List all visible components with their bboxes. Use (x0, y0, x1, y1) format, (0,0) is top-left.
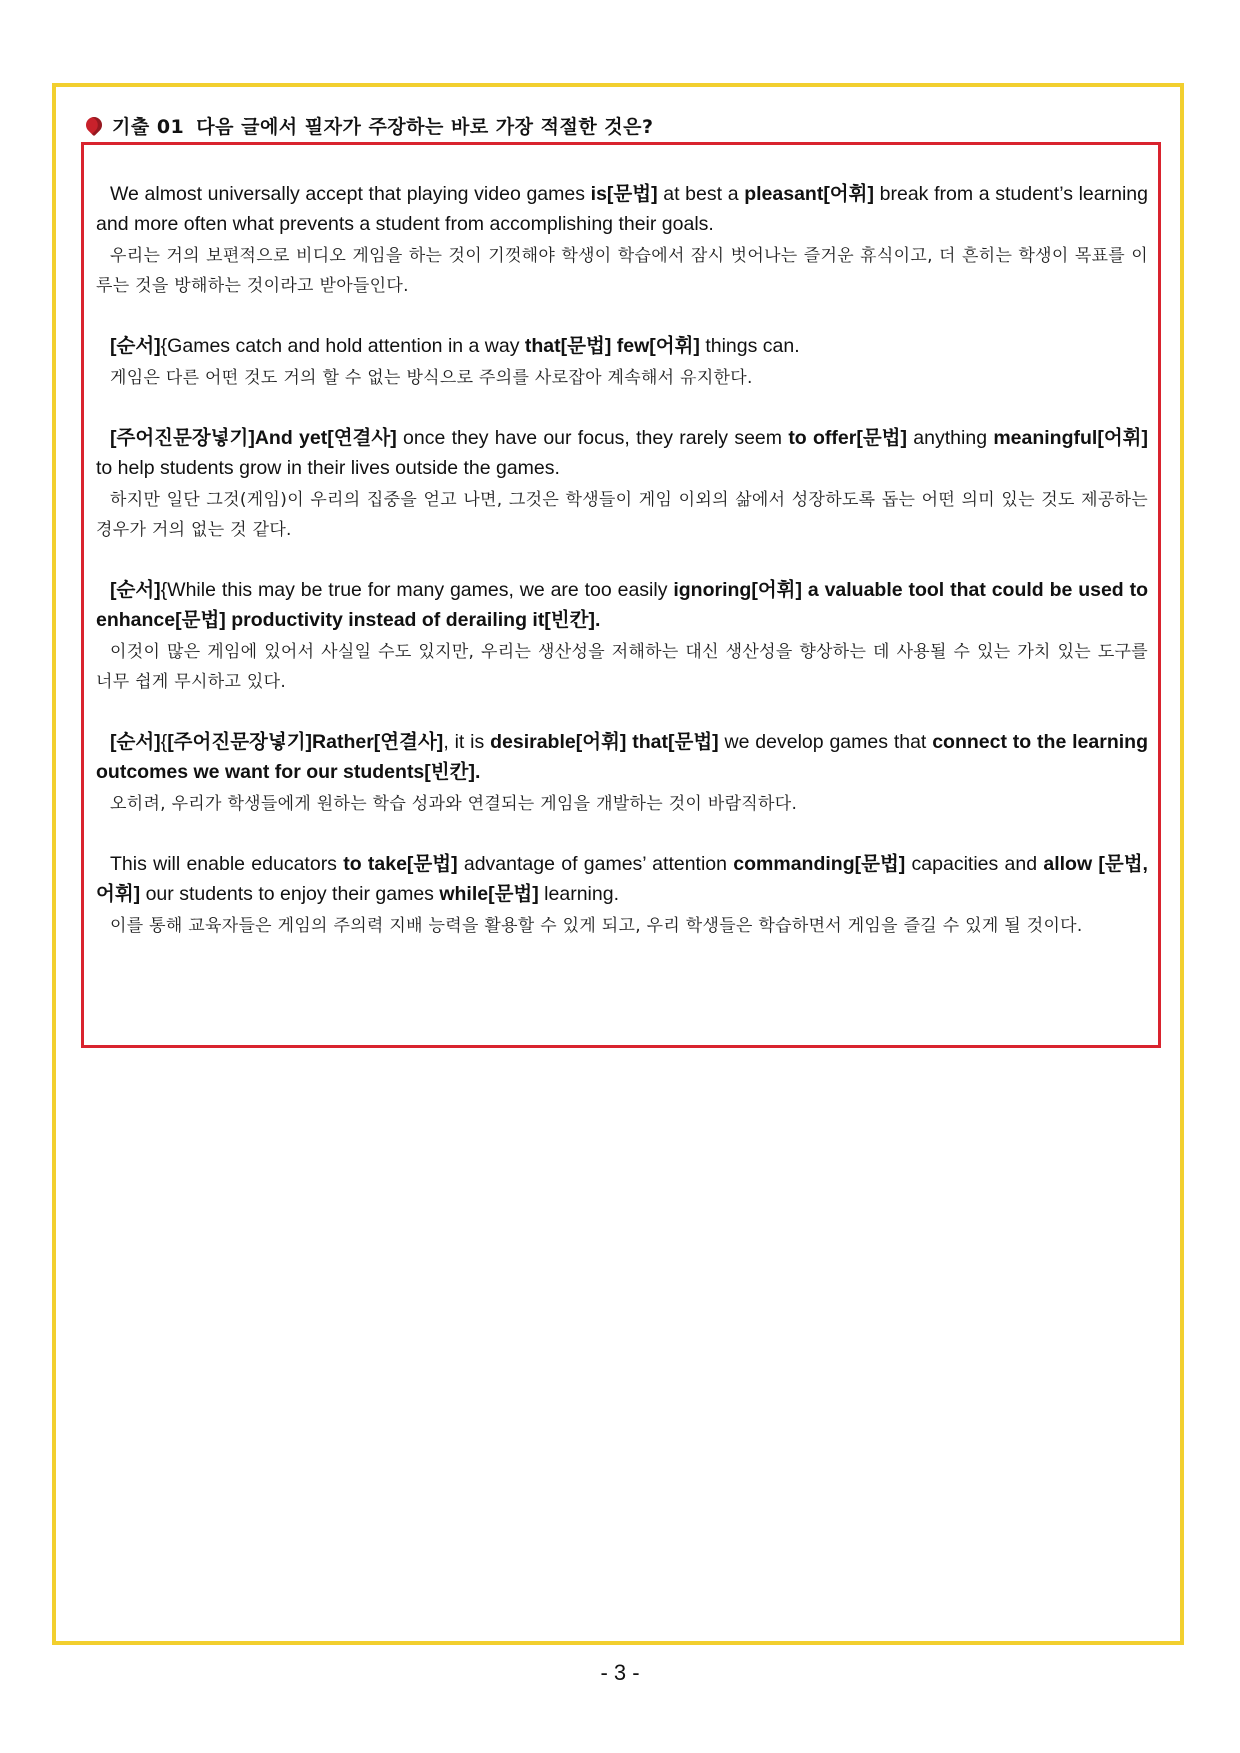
sentence-text: our students to enjoy their games (140, 883, 440, 905)
question-text: 다음 글에서 필자가 주장하는 바로 가장 적절한 것은? (196, 115, 654, 138)
annotated-phrase: ignoring[어휘] a valuable tool that could be used to enhance[문법] productivity instead of derailing it[빈칸]. (96, 579, 1148, 631)
korean-translation: 하지만 일단 그것(게임)이 우리의 집중을 얻고 나면, 그것은 학생들이 게임 이외의 삶에서 성장하도록 돕는 어떤 의미 있는 것도 제공하는 경우가 거의 없는 것 같다. (96, 490, 1148, 540)
strawberry-bullet-icon (83, 114, 106, 137)
paragraph-1 (96, 179, 1148, 301)
sentence-text: learning. (538, 883, 619, 905)
sentence-text: break from a student’s learning and more often what prevents a student from accomplishing their goals. (96, 183, 1148, 235)
korean-translation: 우리는 거의 보편적으로 비디오 게임을 하는 것이 기껏해야 학생이 학습에서 잠시 벗어나는 즐거운 휴식이고, 더 흔히는 학생이 목표를 이루는 것을 방해하는 것이라고 받아들인다. (96, 246, 1148, 296)
english-sentence (96, 423, 1148, 483)
sentence-text: This will enable educators (110, 853, 344, 875)
question-label: 기출 01 (112, 115, 185, 138)
annotated-phrase: to offer[문법] (788, 427, 908, 449)
sentence-text: {Games catch and hold attention in a way (160, 335, 525, 357)
korean-translation: 이를 통해 교육자들은 게임의 주의력 지배 능력을 활용할 수 있게 되고, 우리 학생들은 학습하면서 게임을 즐길 수 있게 될 것이다. (110, 916, 1083, 936)
paragraph-6 (96, 849, 1148, 941)
annotated-phrase: to take[문법] (343, 853, 458, 875)
english-sentence (96, 849, 1148, 909)
english-sentence (96, 179, 1148, 239)
annotated-phrase: connect to the learning outcomes we want for our students[빈칸]. (96, 731, 1148, 783)
english-sentence (96, 575, 1148, 635)
page-number: - 3 - (600, 1660, 640, 1685)
sentence-text: anything (907, 427, 994, 449)
annotated-phrase: [주어진문장넣기]Rather[연결사] (167, 731, 444, 753)
annotated-phrase: pleasant[어휘] (744, 183, 874, 205)
annotated-phrase: few[어휘] (616, 335, 700, 357)
korean-translation: 이것이 많은 게임에 있어서 사실일 수도 있지만, 우리는 생산성을 저해하는 대신 생산성을 향상하는 데 사용될 수 있는 가치 있는 도구를 너무 쉽게 무시하고 있다. (96, 642, 1148, 692)
annotated-phrase: [주어진문장넣기]And yet[연결사] (110, 427, 397, 449)
korean-translation: 오히려, 우리가 학생들에게 원하는 학습 성과와 연결되는 게임을 개발하는 것이 바람직하다. (110, 794, 798, 814)
annotated-phrase: [순서] (110, 335, 161, 357)
annotated-phrase: commanding[문법] (733, 853, 906, 875)
sentence-text: capacities and (905, 853, 1044, 875)
annotated-phrase: [순서] (110, 731, 161, 753)
paragraph-2 (96, 331, 1148, 393)
sentence-text: , it is (443, 731, 491, 753)
annotated-phrase: while[문법] (439, 883, 539, 905)
sentence-text: we develop games that (718, 731, 933, 753)
annotated-phrase: [순서] (110, 579, 161, 601)
annotated-phrase: meaningful[어휘] (993, 427, 1148, 449)
annotated-phrase: allow [문법,어휘] (96, 853, 1148, 905)
sentence-text: at best a (657, 183, 745, 205)
sentence-text: advantage of games’ attention (457, 853, 734, 875)
sentence-text: once they have our focus, they rarely seem (396, 427, 789, 449)
annotated-phrase: that[문법] (632, 731, 719, 753)
paragraph-3 (96, 423, 1148, 545)
sentence-text: things can. (699, 335, 800, 357)
annotated-phrase: is[문법] (590, 183, 658, 205)
passage-box (81, 142, 1161, 1048)
paragraph-5 (96, 727, 1148, 819)
sentence-text: to help students grow in their lives outside the games. (96, 457, 560, 479)
english-sentence (96, 331, 1148, 361)
sentence-text: {While this may be true for many games, we are too easily (160, 579, 674, 601)
sentence-text: { (160, 731, 168, 753)
annotated-phrase: desirable[어휘] (490, 731, 627, 753)
korean-translation: 게임은 다른 어떤 것도 거의 할 수 없는 방식으로 주의를 사로잡아 계속해서 유지한다. (110, 368, 753, 388)
annotated-phrase: that[문법] (524, 335, 612, 357)
paragraph-4 (96, 575, 1148, 697)
question-header (82, 110, 654, 140)
english-sentence (96, 727, 1148, 787)
sentence-text: We almost universally accept that playing video games (110, 183, 591, 205)
